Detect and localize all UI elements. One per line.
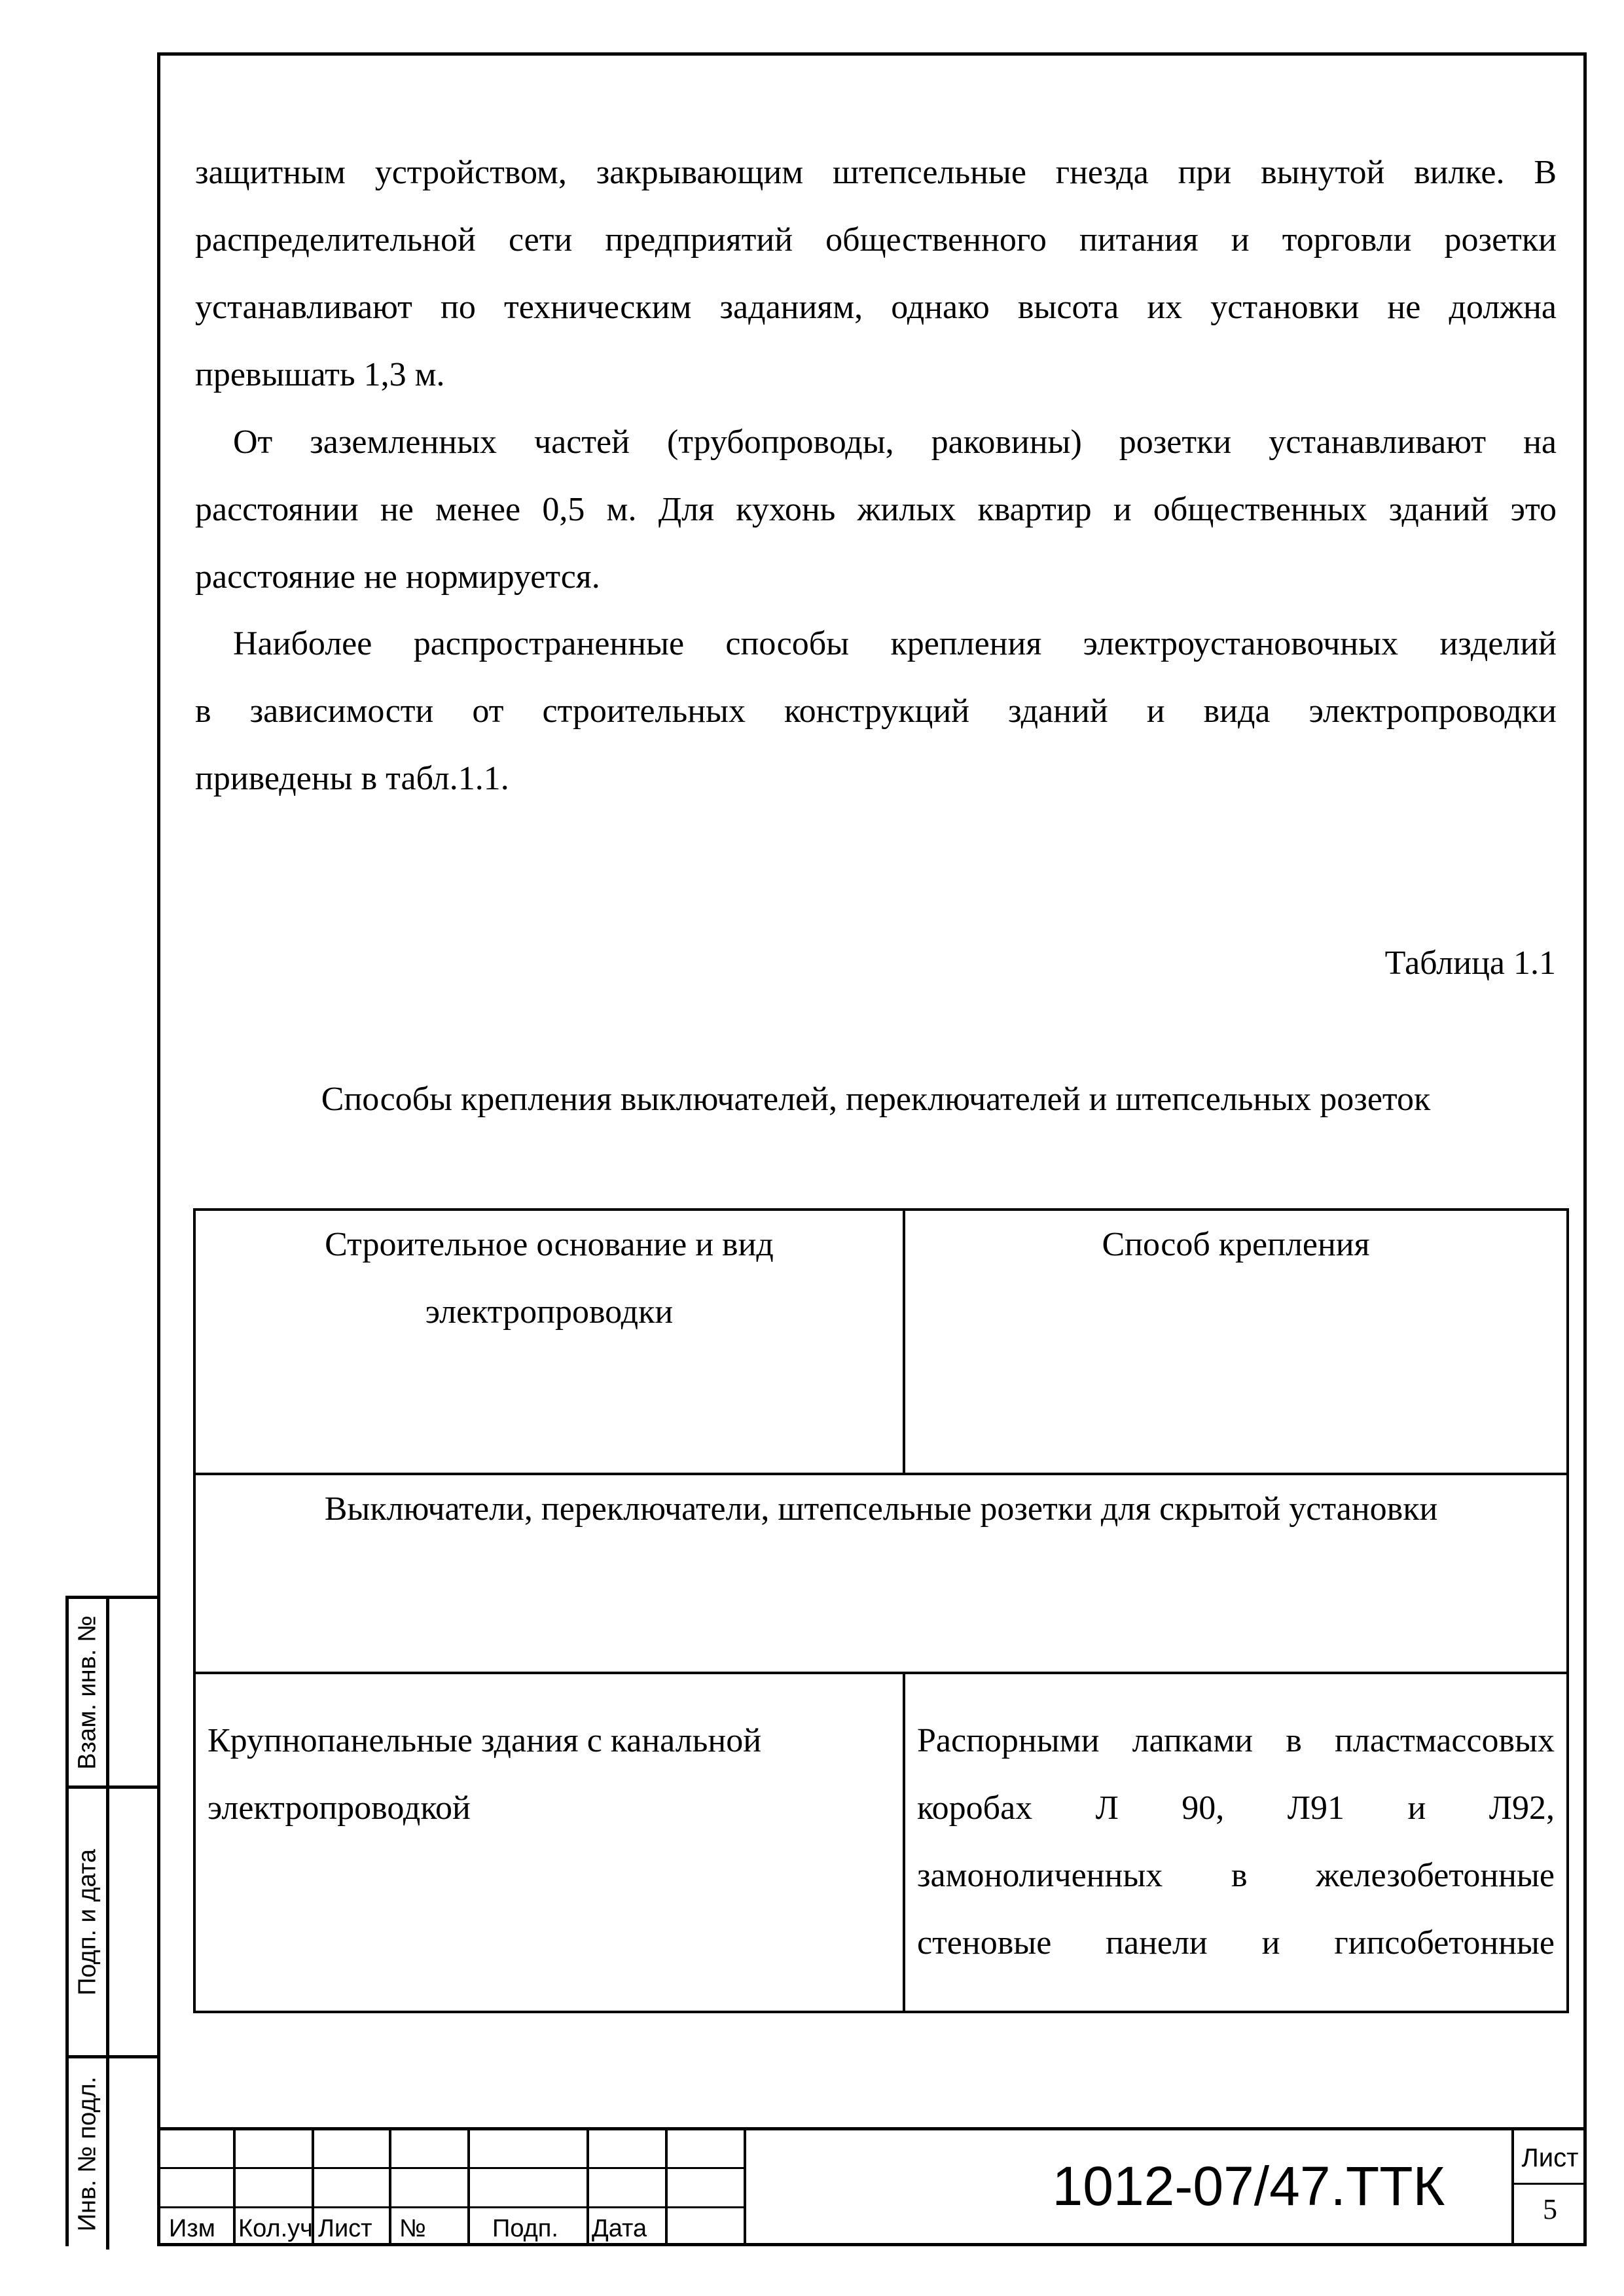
table-header-row: [194, 1210, 1568, 1474]
cell-method: [904, 1673, 1568, 2012]
table-number: Таблица 1.1: [1384, 944, 1556, 982]
header-method: Способ крепления: [904, 1210, 1568, 1474]
side-row-sign: [69, 1789, 157, 2058]
title-block: [157, 2127, 1587, 2246]
stamp-caption: Кол.уч: [238, 2215, 313, 2242]
table-row: [194, 1673, 1568, 2012]
stamp-caption: Изм: [169, 2215, 215, 2242]
text-line: превышать 1,3 м.: [195, 356, 445, 393]
sheet-number: 5: [1543, 2193, 1557, 2225]
text-line: устанавливают по техническим заданиям, однако высота их установки не должна: [195, 289, 1557, 326]
paragraph-1: [195, 139, 1557, 408]
stamp-caption: Дата: [592, 2215, 647, 2242]
text-line: стеновые панели и гипсобетонные: [917, 1924, 1555, 1962]
stamp-caption: Лист: [318, 2215, 372, 2242]
header-base: Строительное основание и вид электропроводки: [194, 1210, 904, 1474]
side-margin-block: [65, 1596, 157, 2246]
side-label: Взам. инв. №: [73, 1615, 101, 1770]
text-line: в зависимости от строительных конструкций зданий и вида электропроводки: [195, 692, 1557, 730]
side-row-replace: [69, 1599, 157, 1789]
text-line: коробах Л 90, Л91 и Л92,: [917, 1789, 1555, 1827]
text-line: приведены в табл.1.1.: [195, 760, 509, 797]
paragraph-2: [195, 408, 1557, 611]
text-line: защитным устройством, закрывающим штепсельные гнезда при вынутой вилке. В: [195, 154, 1557, 191]
text-line: От заземленных частей (трубопроводы, раковины) розетки устанавливают на: [233, 423, 1557, 461]
stamp-caption: №: [399, 2215, 426, 2242]
side-label: Инв. № подл.: [73, 2076, 101, 2232]
text-line: Наиболее распространенные способы крепления электроустановочных изделий: [233, 625, 1557, 662]
sheet-label: Лист: [1521, 2144, 1579, 2172]
text-line: замоноличенных в железобетонные: [917, 1857, 1555, 1894]
section-heading: Выключатели, переключатели, штепсельные розетки для скрытой установки: [194, 1474, 1568, 1673]
text-line: Распорными лапками в пластмассовых: [917, 1722, 1555, 1759]
cell-base: Крупнопанельные здания с канальной электропроводкой: [194, 1673, 904, 2012]
stamp-caption: Подп.: [492, 2215, 558, 2242]
table-title: Способы крепления выключателей, переключателей и штепсельных розеток: [321, 1081, 1431, 1118]
side-label: Подп. и дата: [73, 1848, 101, 1996]
side-row-inv: [69, 2058, 157, 2250]
document-code: 1012-07/47.ТТК: [1052, 2155, 1445, 2217]
text-line: расстоянии не менее 0,5 м. Для кухонь жилых квартир и общественных зданий это: [195, 491, 1557, 528]
table-section-row: [194, 1474, 1568, 1673]
text-line: расстояние не нормируется.: [195, 558, 600, 596]
paragraph-3: [195, 610, 1557, 812]
text-line: распределительной сети предприятий общественного питания и торговли розетки: [195, 221, 1557, 259]
mounting-methods-table: [193, 1208, 1569, 2013]
